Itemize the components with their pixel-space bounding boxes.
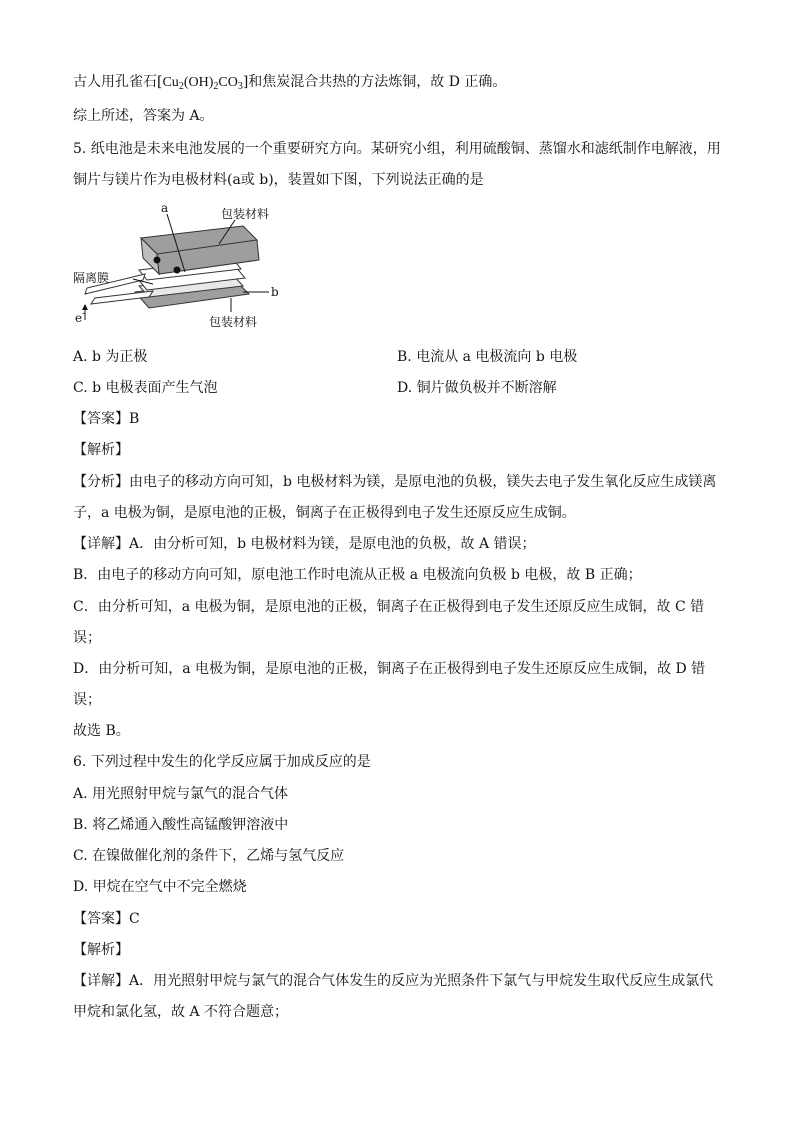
q5-fenxi-2: 子，a 电极为铜，是原电池的正极，铜离子在正极得到电子发生还原反应生成铜。: [73, 505, 576, 521]
formula-oh-sub: 2: [213, 81, 219, 92]
formula-oh: (OH): [183, 75, 214, 90]
q6-detail-a-1: 【详解】A．用光照射甲烷与氯气的混合气体发生的反应为光照条件下氯气与甲烷发生取代反应生成氯代: [73, 973, 714, 989]
formula-co: CO: [218, 75, 238, 90]
label-electron: e: [75, 311, 83, 325]
formula-co-sub: 3: [237, 81, 243, 92]
q6-option-d: D. 甲烷在空气中不完全燃烧: [73, 879, 247, 895]
q5-option-c: C. b 电极表面产生气泡: [73, 380, 218, 396]
q6-answer: 【答案】C: [73, 911, 140, 927]
q5-detail-c-2: 误；: [73, 630, 101, 646]
formula-cu: Cu: [162, 75, 179, 90]
paper-battery-diagram: [73, 200, 293, 335]
q5-fenxi-1: 【分析】由电子的移动方向可知，b 电极材料为镁，是原电池的负极，镁失去电子发生氧化反应生成镁离: [73, 474, 717, 490]
q5-option-d: D. 铜片做负极并不断溶解: [397, 380, 557, 396]
q5-detail-d-2: 误；: [73, 692, 101, 708]
label-pack-bottom: 包装材料: [209, 315, 258, 329]
q5-analysis-title: 【解析】: [73, 442, 129, 458]
formula-cu-sub: 2: [178, 81, 184, 92]
q6-option-c: C. 在镍做催化剂的条件下，乙烯与氢气反应: [73, 848, 345, 864]
q6-stem: 6. 下列过程中发生的化学反应属于加成反应的是: [73, 754, 371, 770]
q5-conclusion: 故选 B。: [73, 723, 130, 739]
intro-line-1: [73, 72, 506, 97]
q5-detail-d-1: D．由分析可知，a 电极为铜，是原电池的正极，铜离子在正极得到电子发生还原反应生成铜，故 D 错: [73, 661, 706, 677]
label-electron-sup: -: [82, 309, 86, 319]
q6-option-b: B. 将乙烯通入酸性高锰酸钾溶液中: [73, 817, 289, 833]
intro-text-suffix: ]和焦炭混合共热的方法炼铜，故 D 正确。: [242, 74, 507, 90]
q5-stem-1: 5. 纸电池是未来电池发展的一个重要研究方向。某研究小组，利用硫酸铜、蒸馏水和滤纸制作电解液，用: [73, 141, 721, 157]
label-b: b: [271, 285, 279, 299]
q5-option-b: B. 电流从 a 电极流向 b 电极: [397, 349, 578, 365]
q6-analysis-title: 【解析】: [73, 942, 129, 958]
q5-detail-c-1: C．由分析可知，a 电极为铜，是原电池的正极，铜离子在正极得到电子发生还原反应生成铜，故 C 错: [73, 599, 705, 615]
label-pack-top: 包装材料: [221, 207, 270, 221]
q5-option-a: A. b 为正极: [73, 349, 148, 365]
q5-detail-a: 【详解】A．由分析可知，b 电极材料为镁，是原电池的负极，故 A 错误；: [73, 536, 536, 552]
q6-detail-a-2: 甲烷和氯化氢，故 A 不符合题意；: [73, 1004, 289, 1020]
intro-line-2: 综上所述，答案为 A。: [73, 108, 214, 124]
malachite-formula: [162, 75, 242, 90]
q5-detail-b: B．由电子的移动方向可知，原电池工作时电流从正极 a 电极流向负极 b 电极，故 B 正确；: [73, 567, 642, 583]
contact-dot-2: [174, 267, 181, 274]
intro-text-prefix: 古人用孔雀石[: [73, 74, 163, 90]
label-a: a: [161, 201, 169, 215]
contact-dot-1: [154, 257, 161, 264]
q6-option-a: A. 用光照射甲烷与氯气的混合气体: [73, 786, 289, 802]
q5-answer: 【答案】B: [73, 411, 140, 427]
label-separator: 隔离膜: [73, 271, 110, 285]
q5-stem-2: 铜片与镁片作为电极材料(a或 b)，装置如下图，下列说法正确的是: [73, 172, 484, 188]
